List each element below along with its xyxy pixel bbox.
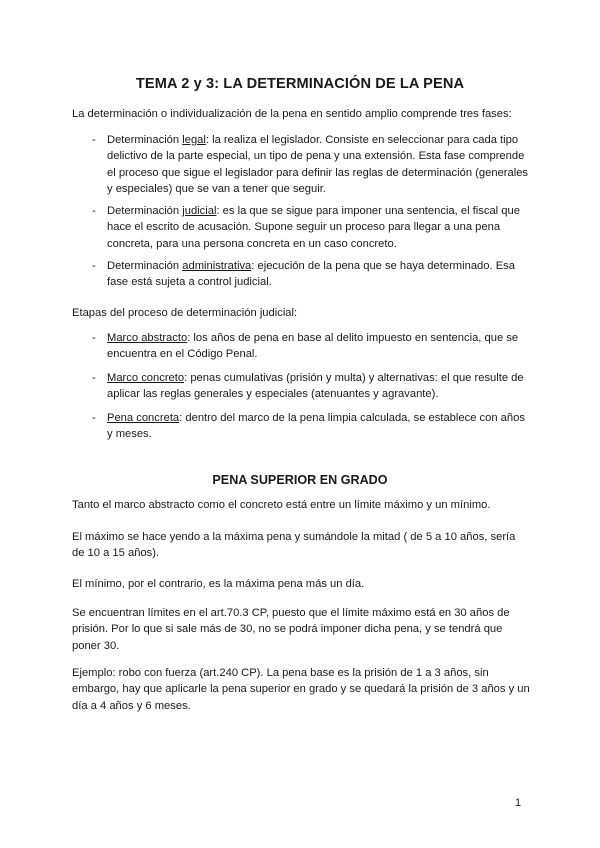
paragraph-limits: Tanto el marco abstracto como el concreto está entre un límite máximo y un mínimo. bbox=[72, 499, 491, 511]
list-item-stage-pena-concreta: - Pena concreta: dentro del marco de la pena limpia calculada, se establece con años y meses. bbox=[92, 412, 525, 441]
term-legal: legal bbox=[182, 134, 206, 146]
stages-intro: Etapas del proceso de determinación judicial: bbox=[72, 307, 298, 319]
paragraph-art70: Se encuentran límites en el art.70.3 CP, puesto que el límite máximo está en 30 años de prisión. Por lo que si sale más de 30, no se podrá imponer dicha pena, y se tendrá que poner 30. bbox=[72, 607, 510, 652]
page-title: TEMA 2 y 3: LA DETERMINACIÓN DE LA PENA bbox=[135, 76, 465, 92]
term-pena-concreta: Pena concreta bbox=[107, 412, 180, 424]
list-item-stage-abstracto: - Marco abstracto: los años de pena en base al delito impuesto en sentencia, que se encuentra en el Código Penal. bbox=[92, 332, 519, 361]
list-item-phase-administrativa: - Determinación administrativa: ejecución de la pena que se haya determinado. Esa fase está sujeta a control judicial. bbox=[92, 260, 515, 289]
list-item-phase-judicial: - Determinación judicial: es la que se sigue para imponer una sentencia, el fiscal que hace el escrito de acusación. Supone seguir un proceso para llegar a una pena concreta, para una persona concreta en un caso concreto. bbox=[92, 205, 520, 250]
list-item-phase-legal: - Determinación legal: la realiza el legislador. Consiste en seleccionar para cada tipo delictivo de la parte especial, un tipo de pena y una extensión. Esta fase comprende el proceso que sigue el legislador para definir las reglas de determinación (generales y especiales) que se van a tener que seguir. bbox=[92, 134, 529, 196]
page-number: 1 bbox=[515, 797, 522, 809]
term-administrativa: administrativa bbox=[182, 260, 252, 272]
term-judicial: judicial bbox=[182, 205, 217, 217]
intro-paragraph: La determinación o individualización de la pena en sentido amplio comprende tres fases: bbox=[72, 108, 512, 120]
section-heading: PENA SUPERIOR EN GRADO bbox=[212, 473, 388, 487]
paragraph-ejemplo: Ejemplo: robo con fuerza (art.240 CP). La pena base es la prisión de 1 a 3 años, sin embargo, hay que aplicarle la pena superior en grado y se quedará la prisión de 3 años y un día a 4 años y 6 meses. bbox=[72, 667, 530, 712]
term-marco-abstracto: Marco abstracto bbox=[107, 332, 188, 344]
term-marco-concreto: Marco concreto bbox=[107, 372, 185, 384]
paragraph-minimo: El mínimo, por el contrario, es la máxima pena más un día. bbox=[72, 578, 365, 590]
paragraph-maximo: El máximo se hace yendo a la máxima pena y sumándole la mitad ( de 5 a 10 años, sería de 10 a 15 años). bbox=[72, 531, 516, 560]
list-item-stage-concreto: - Marco concreto: penas cumulativas (prisión y multa) y alternativas: el que resulte de aplicar las reglas generales y especiales (atenuantes y agravante). bbox=[92, 372, 524, 401]
